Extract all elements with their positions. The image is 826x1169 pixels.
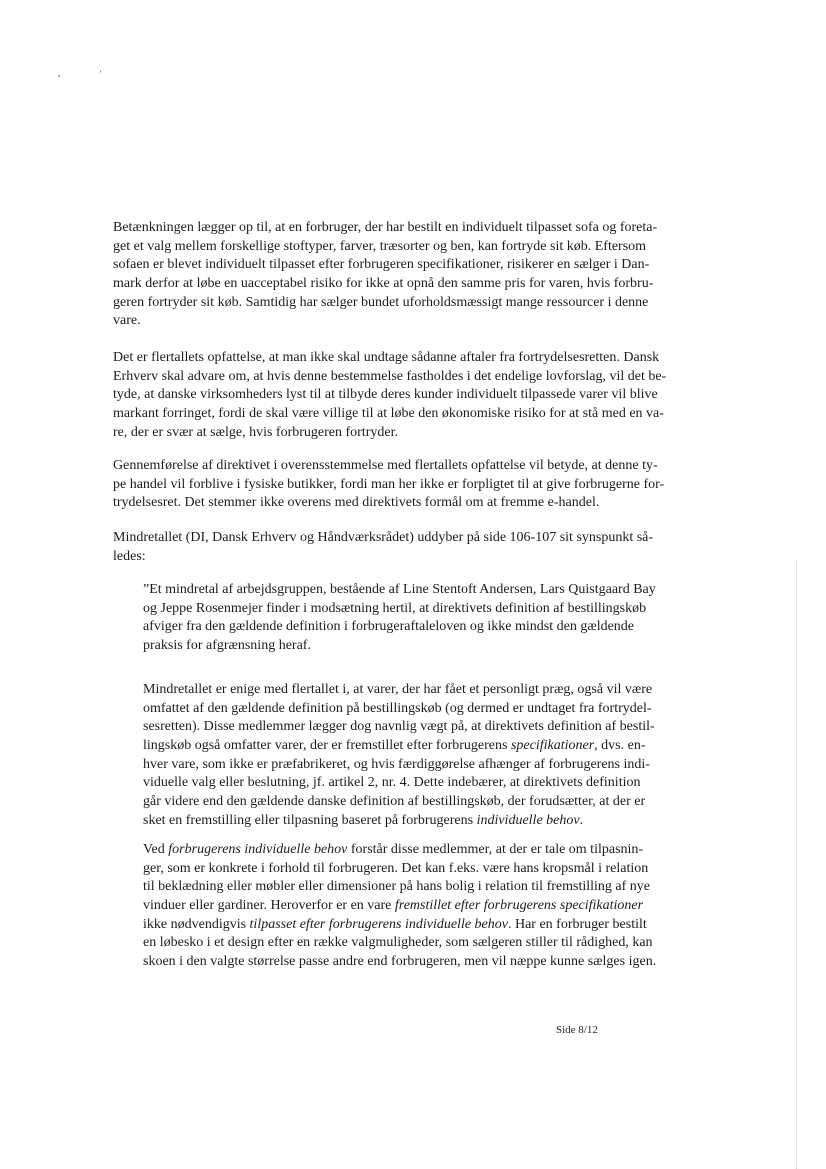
body-paragraph	[113, 457, 664, 513]
text-line: til beklædning eller møbler eller dimensioner på hans bolig i relation til fremstilling af nye	[143, 879, 650, 895]
text-line: praksis for afgrænsning heraf.	[143, 638, 311, 654]
text-line: mark derfor at løbe en uacceptabel risiko for ikke at opnå den samme pris for varen, hvis forbru-	[113, 276, 654, 292]
text-span: forstår disse medlemmer, at der er tale om tilpasnin-	[347, 842, 644, 857]
text-line: trydelsesret. Det stemmer ikke overens med direktivets formål om at fremme e-handel.	[113, 495, 600, 511]
italic-text: specifikationer	[510, 738, 595, 754]
text-line: re, der er svær at sælge, hvis forbrugeren fortryder.	[113, 424, 398, 440]
text-line: afviger fra den gældende definition i forbrugeraftaleloven og ikke mindst den gældende	[143, 619, 635, 635]
text-span: ikke nødvendigvis	[143, 916, 250, 932]
text-line: get et valg mellem forskellige stoftyper, farver, træsorter og ben, kan fortryde sit køb. Eftersom	[113, 238, 647, 254]
scan-speck	[100, 70, 101, 73]
text-span: , dvs. en-	[594, 738, 646, 754]
body-paragraph	[113, 219, 657, 331]
italic-text: individuelle behov	[476, 812, 580, 828]
text-line: sesretten). Disse medlemmer lægger dog navnlig vægt på, at direktivets definition af bestil-	[143, 719, 655, 735]
body-paragraph	[113, 529, 653, 566]
text-line: vare.	[113, 313, 141, 329]
quote-paragraph	[143, 841, 656, 972]
text-line: ger, som er konkrete i forhold til forbrugeren. Det kan f.eks. være hans kropsmål i relation	[143, 860, 649, 876]
quote-paragraph	[143, 681, 655, 831]
body-paragraph	[113, 349, 666, 442]
text-line: geren fortryder sit køb. Samtidig har sælger bundet uforholdsmæssigt mange ressourcer i denne	[113, 294, 649, 310]
text-line	[143, 737, 655, 756]
text-line: ledes:	[113, 548, 146, 564]
italic-text: tilpasset efter forbrugerens individuelle behov	[249, 916, 508, 932]
text-line: Mindretallet (DI, Dansk Erhverv og Håndværksrådet) uddyber på side 106-107 sit synspunkt så-	[113, 530, 654, 545]
text-span: . Har en forbruger bestilt	[507, 916, 647, 932]
text-line: Erhverv skal advare om, at hvis denne bestemmelse fastholdes i det endelige lovforslag, vil det be-	[113, 368, 667, 384]
text-line: pe handel vil forblive i fysiske butikker, fordi man her ikke er forpligtet til at give forbrugerne for-	[113, 476, 665, 492]
text-span: .	[579, 812, 584, 828]
text-line: Det er flertallets opfattelse, at man ikke skal undtage sådanne aftaler fra fortrydelsesretten. Dansk	[113, 350, 660, 365]
text-line	[143, 841, 656, 860]
text-span: vinduer eller gardiner. Heroverfor er en vare	[143, 898, 395, 914]
text-line: en løbesko i et design efter en række valgmuligheder, som sælgeren stiller til rådighed, kan	[143, 935, 653, 951]
text-line: hver vare, som ikke er præfabrikeret, og hvis færdiggørelse afhænger af forbrugerens indi-	[143, 756, 650, 772]
text-line: Gennemførelse af direktivet i overensstemmelse med flertallets opfattelse vil betyde, at denne ty-	[113, 458, 658, 473]
text-line	[143, 812, 655, 831]
text-line: tyde, at danske virksomheders lyst til at tilbyde deres kunder individuelt tilpassede varer vil blive	[113, 387, 658, 403]
text-line: Betænkningen lægger op til, at en forbruger, der har bestilt en individuelt tilpasset sofa og foreta-	[113, 220, 658, 235]
text-span: sket en fremstilling eller tilpasning baseret på forbrugerens	[143, 812, 477, 828]
text-line: Mindretallet er enige med flertallet i, at varer, der har fået et personligt præg, også vil være	[143, 682, 653, 697]
text-line: markant forringet, fordi de skal være villige til at løbe den økonomiske risiko for at stå med en va-	[113, 406, 664, 422]
scan-edge-line	[796, 560, 797, 1169]
page-number: Side 8/12	[556, 1024, 598, 1036]
text-line	[143, 916, 656, 935]
text-line: omfattet af den gældende definition på bestillingskøb (og dermed er undtaget fra fortrydel-	[143, 700, 652, 716]
text-span: Ved	[143, 842, 169, 857]
quote-paragraph	[143, 581, 656, 656]
text-line: og Jeppe Rosenmejer finder i modsætning hertil, at direktivets definition af bestillingskøb	[143, 600, 647, 616]
text-line: går videre end den gældende danske definition af bestillingskøb, der forudsætter, at der er	[143, 794, 646, 810]
italic-text: fremstillet efter forbrugerens specifikationer	[394, 898, 644, 914]
text-line: skoen i den valgte størrelse passe andre end forbrugeren, men vil næppe kunne sælges igen.	[143, 954, 657, 970]
text-span: lingskøb også omfatter varer, der er fremstillet efter forbrugerens	[143, 738, 511, 754]
text-line: sofaen er blevet individuelt tilpasset efter forbrugeren specifikationer, risikerer en sælger i Dan-	[113, 257, 650, 273]
text-line	[143, 897, 656, 916]
text-line: viduelle valg eller beslutning, jf. artikel 2, nr. 4. Dette indebærer, at direktivets definition	[143, 775, 641, 791]
scan-speck	[58, 75, 60, 77]
italic-text: forbrugerens individuelle behov	[168, 842, 348, 857]
text-line: ”Et mindretal af arbejdsgruppen, bestående af Line Stentoft Andersen, Lars Quistgaard Bay	[143, 582, 656, 597]
